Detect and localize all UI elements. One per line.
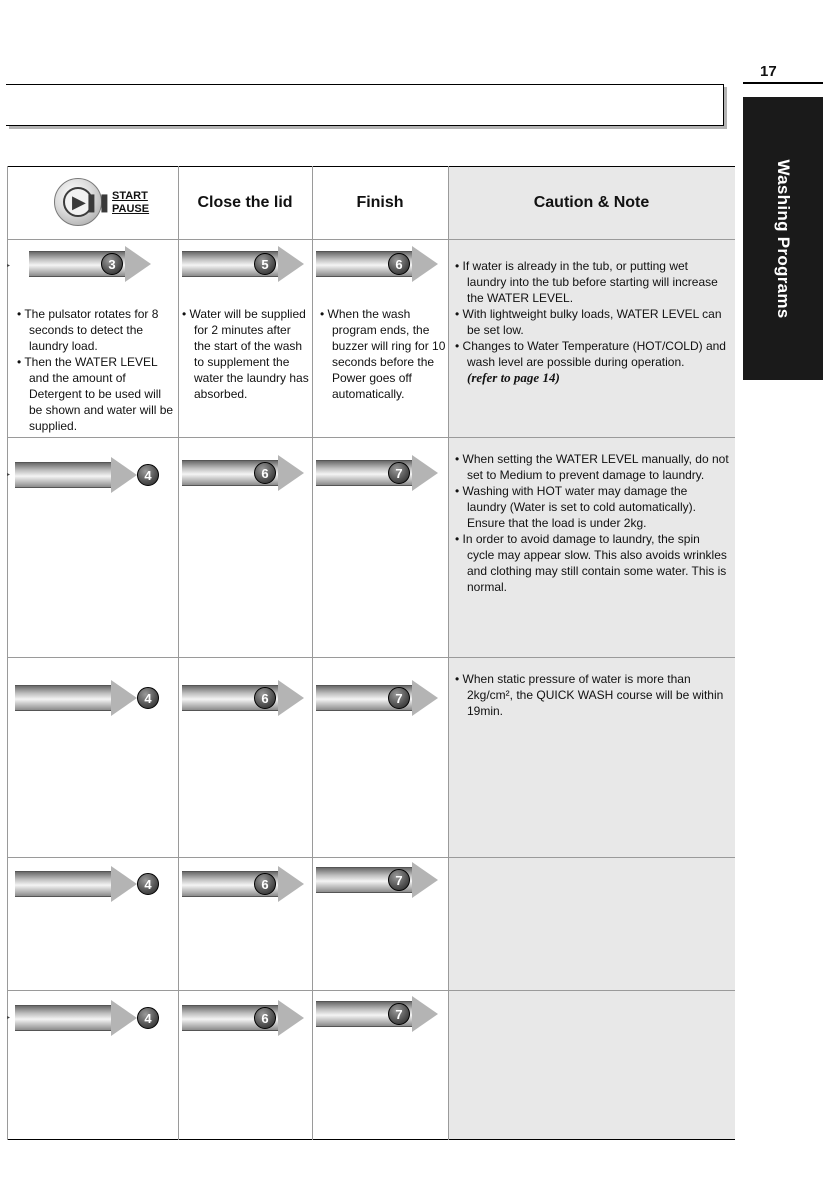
row-divider xyxy=(7,990,735,991)
step-number-badge: 4 xyxy=(137,1007,159,1029)
play-pause-icon: ▶❚❚ xyxy=(63,187,93,217)
list-item: • When setting the WATER LEVEL manually, do not set to Medium to prevent damage to laundry. xyxy=(455,452,729,482)
table-bottom-rule xyxy=(7,1139,735,1140)
list-item: • Then the WATER LEVEL and the amount of Detergent to be used will be shown and water will be supplied. xyxy=(17,355,174,433)
step-number-badge: 6 xyxy=(254,873,276,895)
finish-header: Finish xyxy=(356,193,404,211)
column-divider xyxy=(178,166,179,1140)
column-divider xyxy=(7,166,8,1140)
step-number-badge: 4 xyxy=(137,687,159,709)
pause-label: PAUSE xyxy=(112,203,150,215)
start-pause-header xyxy=(7,166,178,239)
start-pause-label xyxy=(112,190,149,216)
row-marker: ▸ xyxy=(7,472,11,478)
row-divider xyxy=(7,857,735,858)
program-table xyxy=(7,166,735,1140)
step-arrow xyxy=(316,680,438,716)
step-number-badge: 5 xyxy=(254,253,276,275)
step-arrow xyxy=(182,1000,304,1036)
row-divider xyxy=(7,239,735,240)
column-divider xyxy=(312,166,313,1140)
step-number-badge: 7 xyxy=(388,687,410,709)
step-number-badge: 4 xyxy=(137,464,159,486)
step-arrow xyxy=(15,457,152,493)
page-number-rule xyxy=(743,82,823,84)
list-item: • The pulsator rotates for 8 seconds to detect the laundry load. xyxy=(17,307,159,353)
list-item: • In order to avoid damage to laundry, the spin cycle may appear slow. This also avoids wrinkles and clothing may still contain some water. This is normal. xyxy=(455,532,727,594)
list-item: • When static pressure of water is more than 2kg/cm², the QUICK WASH course will be within 19min. xyxy=(455,672,724,718)
row-marker: ▸ xyxy=(7,263,11,269)
row-divider xyxy=(7,437,735,438)
step-arrow xyxy=(182,246,304,282)
close-lid-header: Close the lid xyxy=(197,193,293,211)
step-arrow xyxy=(182,866,304,902)
step-arrow xyxy=(15,1000,152,1036)
caution-notes xyxy=(455,451,729,595)
row-marker: ▸ xyxy=(7,1015,11,1021)
side-tab-label: Washing Programs xyxy=(774,158,793,319)
list-item: • Water will be supplied for 2 minutes after the start of the wash to supplement the water the laundry has absorbed. xyxy=(182,307,309,401)
step-arrow xyxy=(15,866,152,902)
step-arrow xyxy=(316,246,438,282)
detect-load-text xyxy=(17,306,175,434)
step-arrow xyxy=(182,680,304,716)
step-number-badge: 7 xyxy=(388,869,410,891)
step-number-badge: 3 xyxy=(101,253,123,275)
list-item: • If water is already in the tub, or putting wet laundry into the tub before starting will increase the WATER LEVEL. xyxy=(455,259,718,305)
step-number-badge: 6 xyxy=(254,687,276,709)
start-label: START xyxy=(112,190,148,202)
list-item: • Washing with HOT water may damage the laundry (Water is set to cold automatically). Ensure that the load is under 2kg. xyxy=(455,484,696,530)
list-item: • With lightweight bulky loads, WATER LEVEL can be set low. xyxy=(455,307,722,337)
step-arrow xyxy=(29,246,151,282)
list-item: • Changes to Water Temperature (HOT/COLD) and wash level are possible during operation. xyxy=(455,339,726,369)
caution-note-header: Caution & Note xyxy=(533,193,650,211)
step-number-badge: 7 xyxy=(388,462,410,484)
water-supply-text xyxy=(182,306,310,402)
step-number-badge: 6 xyxy=(388,253,410,275)
step-number-badge: 6 xyxy=(254,1007,276,1029)
step-arrow xyxy=(15,680,152,716)
page-reference: (refer to page 14) xyxy=(467,370,560,385)
side-tab xyxy=(743,97,823,380)
finish-text xyxy=(320,306,446,402)
step-arrow xyxy=(182,455,304,491)
list-item: • When the wash program ends, the buzzer will ring for 10 seconds before the Power goes off automatically. xyxy=(320,307,446,401)
row-divider xyxy=(7,657,735,658)
step-number-badge: 4 xyxy=(137,873,159,895)
step-number-badge: 7 xyxy=(388,1003,410,1025)
caution-notes xyxy=(455,258,729,386)
step-arrow xyxy=(316,455,438,491)
step-arrow xyxy=(316,996,438,1032)
step-number-badge: 6 xyxy=(254,462,276,484)
column-divider xyxy=(448,166,449,1140)
page-number: 17 xyxy=(760,63,777,80)
section-title-box xyxy=(6,84,724,126)
start-pause-button-icon xyxy=(54,178,111,226)
step-arrow xyxy=(316,862,438,898)
caution-notes xyxy=(455,671,729,719)
